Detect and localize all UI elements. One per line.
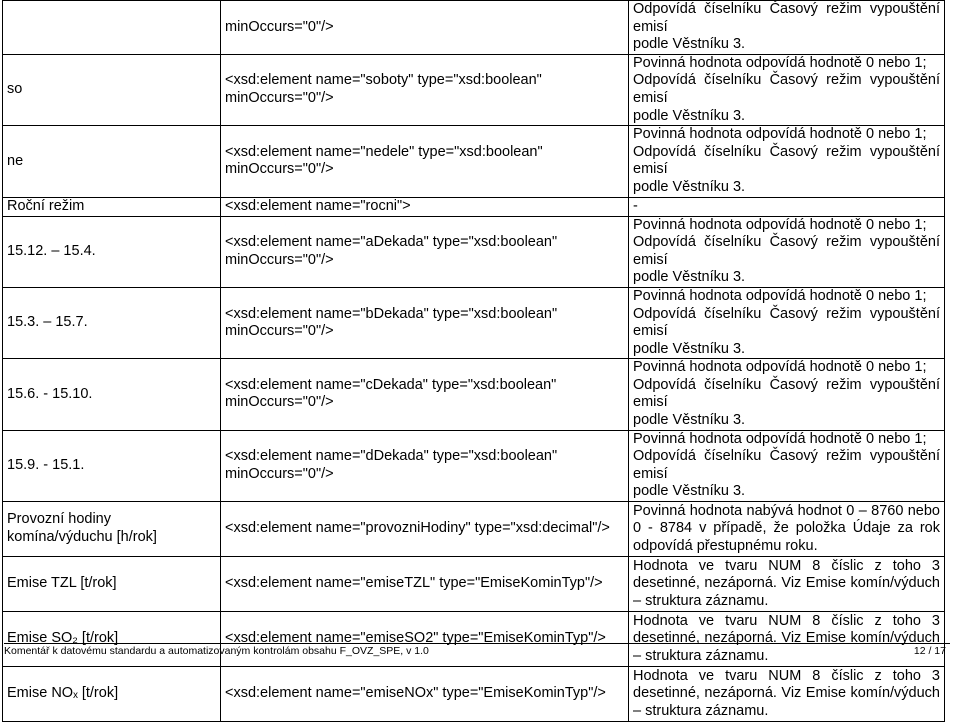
field-name-cell: 15.12. – 15.4. — [3, 216, 221, 287]
field-name-cell — [3, 1, 221, 55]
xsd-element-line: <xsd:element name="rocni"> — [225, 197, 411, 214]
xsd-element-line: <xsd:element name="emiseSO2" type="EmiseKominTyp"/> — [225, 630, 606, 647]
rule-text-line: Povinná hodnota odpovídá hodnotě 0 nebo 1; — [633, 216, 927, 233]
field-name-cell: Emise SO₂ [t/rok] — [3, 612, 221, 667]
xsd-element-cell — [221, 54, 629, 125]
page-footer — [4, 643, 950, 657]
rule-text-line: Hodnota ve tvaru NUM 8 číslic z toho 3 desetinné, nezáporná. Viz Emise komín/výduch – struktura záznamu. — [633, 667, 940, 719]
xsd-element-line: <xsd:element name="provozniHodiny" type="xsd:decimal"/> — [225, 520, 610, 537]
specification-table — [2, 0, 945, 722]
rule-text-line: podle Věstníku 3. — [633, 178, 746, 195]
xsd-element-cell — [221, 612, 629, 667]
rule-text-line: Hodnota ve tvaru NUM 8 číslic z toho 3 desetinné, nezáporná. Viz Emise komín/výduch – struktura záznamu. — [633, 557, 940, 609]
rule-cell — [629, 612, 945, 667]
rule-text-line: Odpovídá číselníku Časový režim vypouštění emisí — [633, 1, 940, 35]
table-row — [3, 197, 945, 216]
table-row — [3, 430, 945, 501]
rule-text-line: Odpovídá číselníku Časový režim vypouštění emisí — [633, 305, 940, 340]
xsd-element-line: <xsd:element name="soboty" type="xsd:boolean" — [225, 72, 542, 89]
xsd-element-line: minOccurs="0"/> — [225, 18, 334, 35]
table-row — [3, 557, 945, 612]
rule-cell — [629, 502, 945, 557]
field-name-cell: 15.6. - 15.10. — [3, 359, 221, 430]
field-name-cell: Emise TZL [t/rok] — [3, 557, 221, 612]
field-name-cell: Emise NOₓ [t/rok] — [3, 667, 221, 722]
rule-text-line: Povinná hodnota nabývá hodnot 0 – 8760 nebo 0 - 8784 v případě, že položka Údaje za rok odpovídá přestupnému roku. — [633, 502, 940, 554]
xsd-element-line: <xsd:element name="cDekada" type="xsd:boolean" — [225, 376, 557, 393]
field-name-cell: ne — [3, 126, 221, 197]
rule-text-line: - — [633, 197, 638, 214]
specification-table-body — [3, 1, 945, 722]
rule-text-line: podle Věstníku 3. — [633, 36, 746, 53]
rule-cell — [629, 126, 945, 197]
table-row — [3, 667, 945, 722]
rule-text-line: Odpovídá číselníku Časový režim vypouštění emisí — [633, 72, 940, 106]
field-name-cell: 15.9. - 15.1. — [3, 430, 221, 501]
field-name-cell: Provozní hodiny komína/výduchu [h/rok] — [3, 502, 221, 557]
rule-cell — [629, 197, 945, 216]
field-name-cell: so — [3, 54, 221, 125]
rule-cell — [629, 667, 945, 722]
rule-text-line: podle Věstníku 3. — [633, 483, 746, 500]
rule-text-line: Odpovídá číselníku Časový režim vypouštění emisí — [633, 234, 940, 268]
xsd-element-line: minOccurs="0"/> — [225, 394, 334, 411]
rule-cell — [629, 216, 945, 287]
xsd-element-cell — [221, 197, 629, 216]
rule-text-line: podle Věstníku 3. — [633, 107, 746, 124]
xsd-element-line: minOccurs="0"/> — [225, 465, 334, 482]
rule-text-line: podle Věstníku 3. — [633, 269, 746, 286]
rule-text-line: Povinná hodnota odpovídá hodnotě 0 nebo 1; — [633, 54, 927, 71]
rule-text-line: Hodnota ve tvaru NUM 8 číslic z toho 3 desetinné, nezáporná. Viz Emise komín/výduch – struktura záznamu. — [633, 612, 940, 664]
page-number: 12 / 17 — [913, 645, 946, 657]
xsd-element-cell — [221, 359, 629, 430]
rule-cell — [629, 1, 945, 55]
rule-cell — [629, 54, 945, 125]
xsd-element-line: <xsd:element name="emiseTZL" type="EmiseKominTyp"/> — [225, 575, 603, 592]
xsd-element-cell — [221, 502, 629, 557]
xsd-element-cell — [221, 216, 629, 287]
field-name-cell: Roční režim — [3, 197, 221, 216]
xsd-element-cell — [221, 667, 629, 722]
table-row — [3, 54, 945, 125]
rule-text-line: Odpovídá číselníku Časový režim vypouštění emisí — [633, 143, 940, 178]
table-row — [3, 216, 945, 287]
xsd-element-line: minOccurs="0"/> — [225, 323, 334, 340]
field-name-cell: 15.3. – 15.7. — [3, 287, 221, 358]
table-row — [3, 287, 945, 358]
table-row — [3, 359, 945, 430]
xsd-element-cell — [221, 1, 629, 55]
xsd-element-cell — [221, 430, 629, 501]
rule-cell — [629, 287, 945, 358]
rule-cell — [629, 430, 945, 501]
xsd-element-cell — [221, 126, 629, 197]
xsd-element-line: minOccurs="0"/> — [225, 161, 334, 178]
xsd-element-line: <xsd:element name="nedele" type="xsd:boolean" — [225, 143, 543, 160]
xsd-element-line: <xsd:element name="dDekada" type="xsd:boolean" — [225, 448, 558, 465]
xsd-element-cell — [221, 287, 629, 358]
table-row — [3, 1, 945, 55]
xsd-element-cell — [221, 557, 629, 612]
xsd-element-line: <xsd:element name="emiseNOx" type="EmiseKominTyp"/> — [225, 685, 606, 702]
xsd-element-line: <xsd:element name="bDekada" type="xsd:boolean" — [225, 305, 558, 322]
footer-document-title: Komentář k datovému standardu a automatizovaným kontrolám obsahu F_OVZ_SPE, v 1.0 — [4, 645, 429, 657]
rule-text-line: Povinná hodnota odpovídá hodnotě 0 nebo 1; — [633, 287, 927, 304]
rule-text-line: podle Věstníku 3. — [633, 412, 746, 429]
table-row — [3, 612, 945, 667]
rule-cell — [629, 359, 945, 430]
rule-text-line: podle Věstníku 3. — [633, 340, 746, 357]
xsd-element-line: minOccurs="0"/> — [225, 251, 334, 268]
table-row — [3, 502, 945, 557]
rule-cell — [629, 557, 945, 612]
xsd-element-line: <xsd:element name="aDekada" type="xsd:boolean" — [225, 234, 558, 251]
table-row — [3, 126, 945, 197]
rule-text-line: Povinná hodnota odpovídá hodnotě 0 nebo 1; — [633, 126, 927, 143]
rule-text-line: Povinná hodnota odpovídá hodnotě 0 nebo 1; — [633, 359, 927, 376]
xsd-element-line: minOccurs="0"/> — [225, 89, 334, 106]
rule-text-line: Povinná hodnota odpovídá hodnotě 0 nebo 1; — [633, 430, 927, 447]
rule-text-line: Odpovídá číselníku Časový režim vypouštění emisí — [633, 448, 940, 482]
rule-text-line: Odpovídá číselníku Časový režim vypouštění emisí — [633, 376, 940, 411]
